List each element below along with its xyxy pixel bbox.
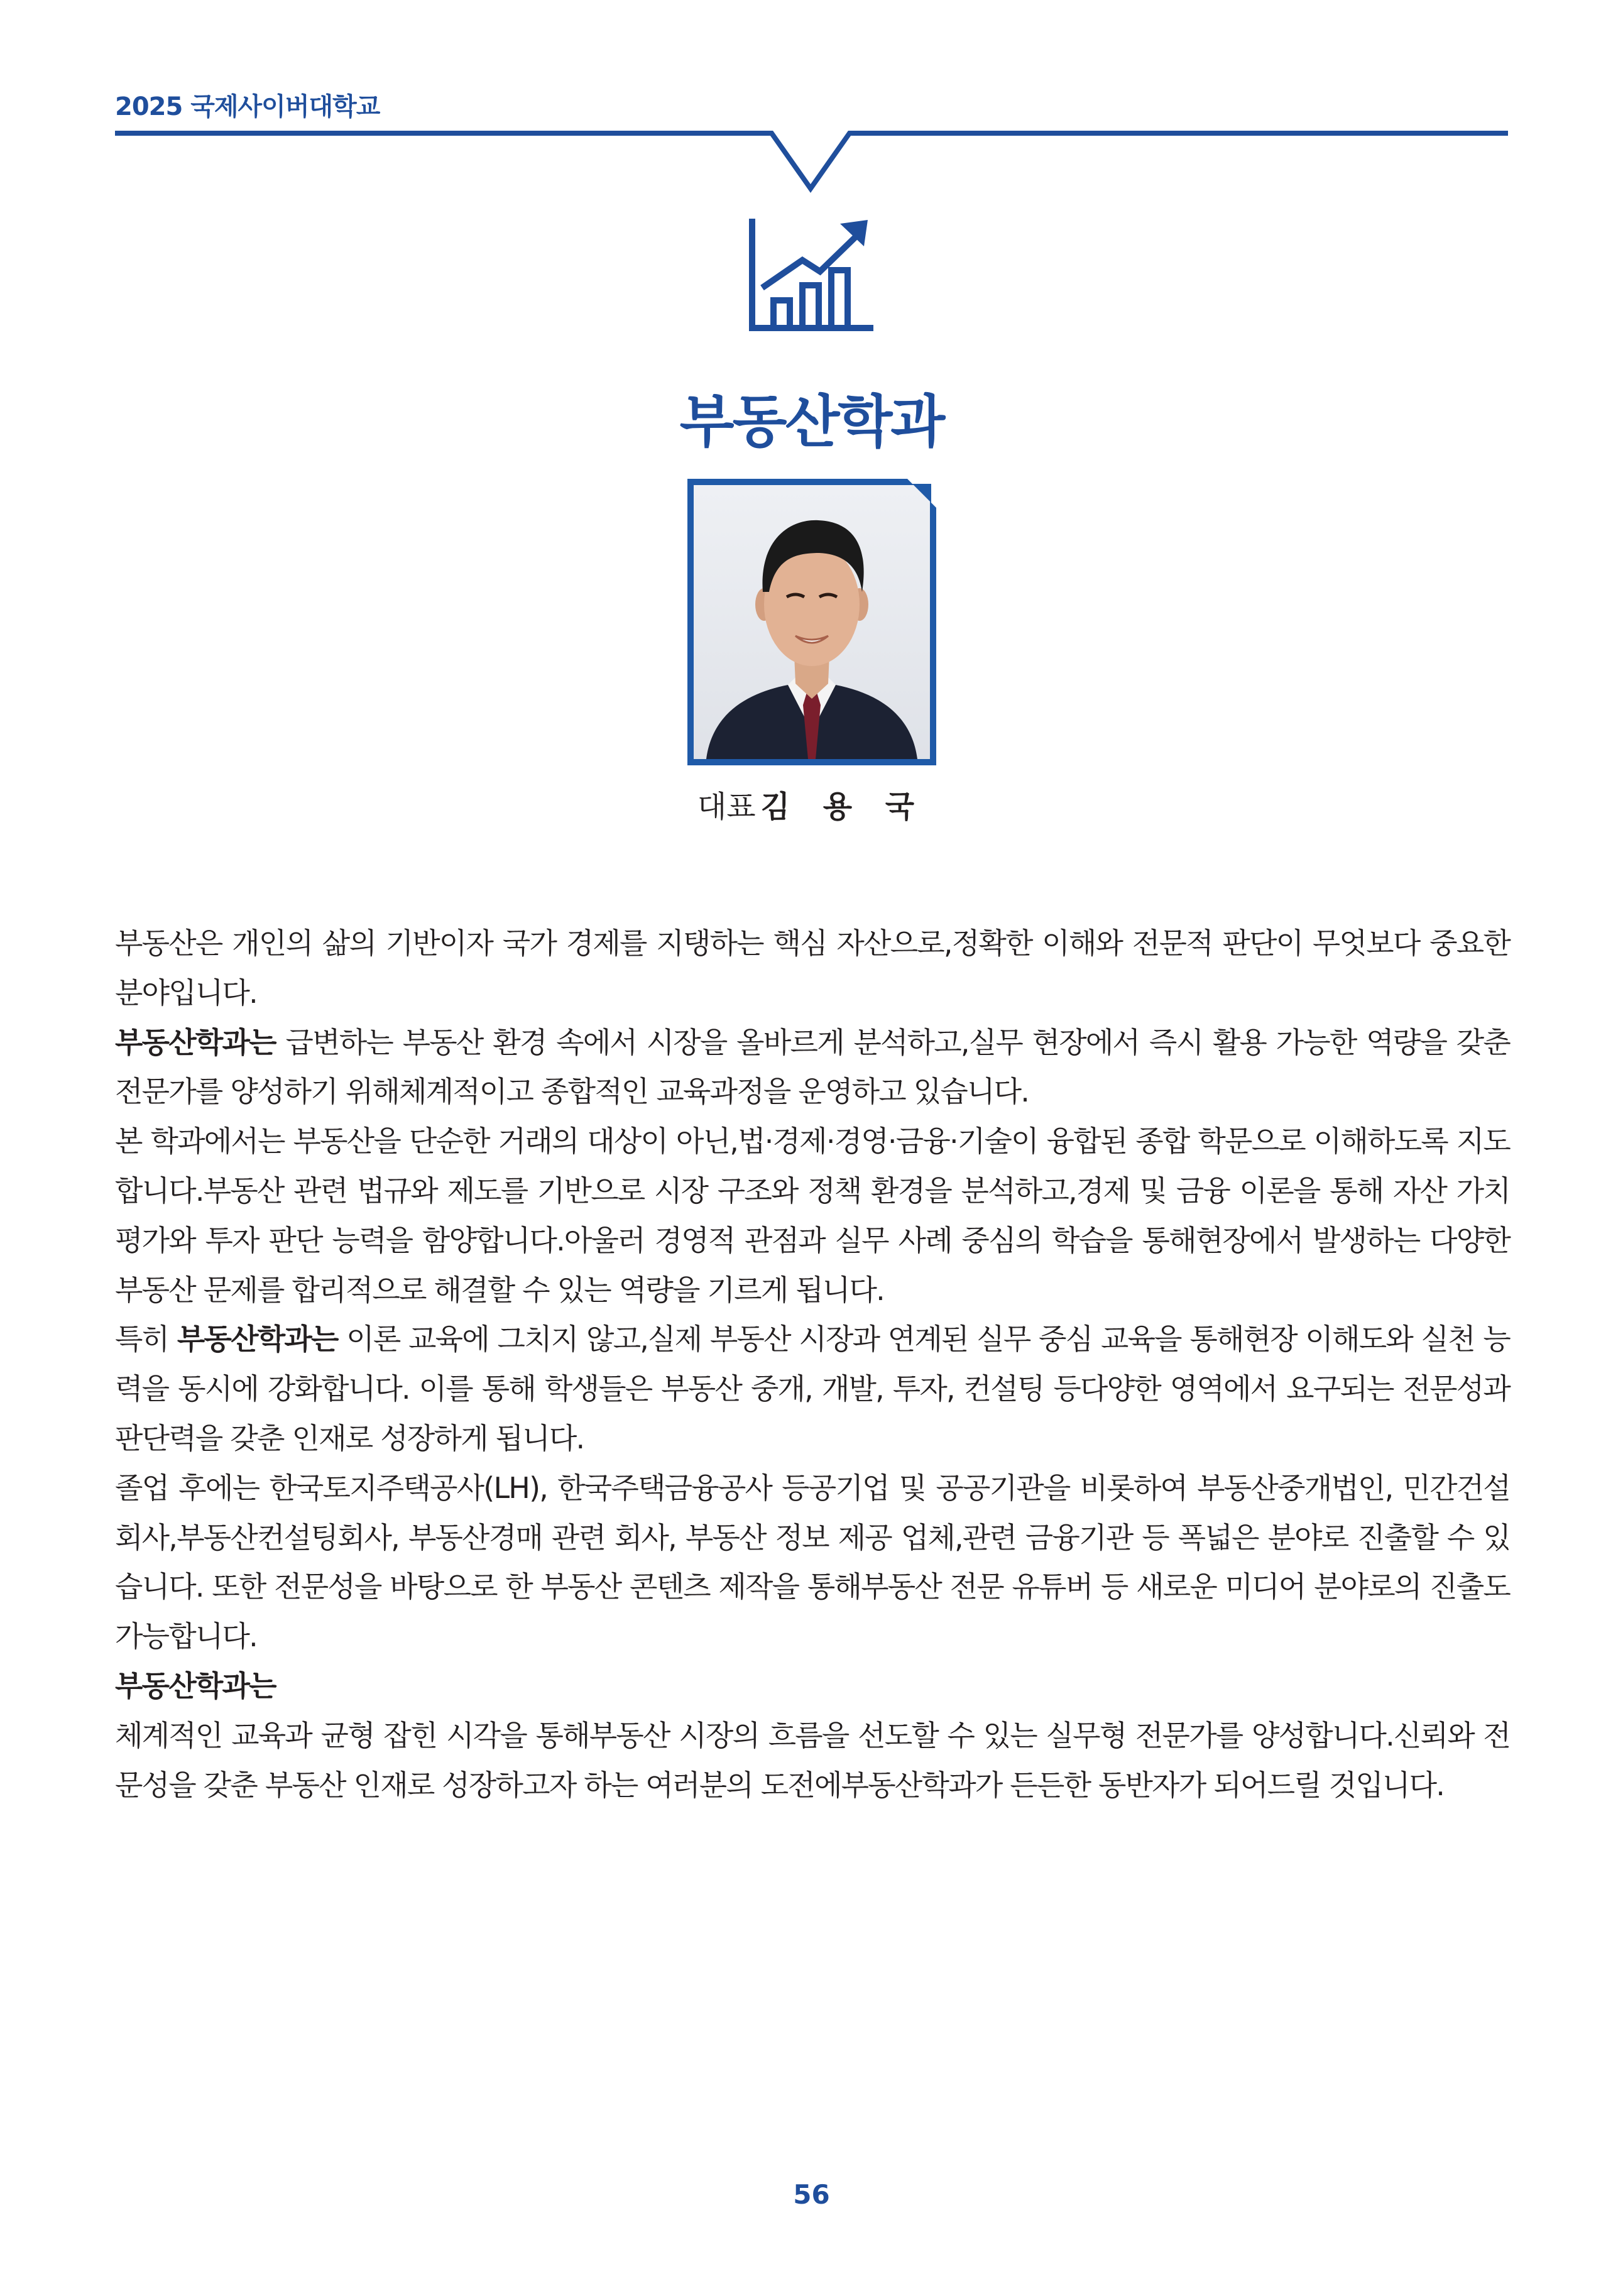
paragraph-closing-heading [115,1661,1510,1711]
paragraph-curriculum: 본 학과에서는 부동산을 단순한 거래의 대상이 아닌,법·경제·경영·금융·기술이 융합된 종합 학문으로 이해하도록 지도합니다.부동산 관련 법규와 제도를 기반으로 시장 구조와 정책 환경을 분석하고,경제 및 금융 이론을 통해 자산 가치 평가와 투자 판단 능력을 함양합니다.아울러 경영적 관점과 실무 사례 중심의 학습을 통해현장에서 발생하는 다양한 부동산 문제를 합리적으로 해결할 수 있는 역량을 기르게 됩니다. [115,1124,1510,1307]
paragraph-purpose-bold: 부동산학과는 [115,1025,276,1059]
portrait-frame [687,479,936,765]
paragraph-practice [115,1315,1510,1463]
body-text [115,919,1510,1810]
header-divider [0,0,1623,201]
growth-chart-icon [745,214,877,333]
page-number: 56 [793,2179,830,2210]
paragraph-purpose-text: 급변하는 부동산 환경 속에서 시장을 올바르게 분석하고,실무 현장에서 즉시 활용 가능한 역량을 갖춘 전문가를 양성하기 위해체계적이고 종합적인 교육과정을 운영하고 있습니다. [115,1025,1510,1109]
department-title: 부동산학과 [679,389,944,455]
paragraph-practice-text: 이론 교육에 그치지 않고,실제 부동산 시장과 연계된 실무 중심 교육을 통해현장 이해도와 실천 능력을 동시에 강화합니다. 이를 통해 학생들은 부동산 중개, 개발, 투자, 컨설팅 등다양한 영역에서 요구되는 전문성과 판단력을 갖춘 인재로 성장하게 됩니다. [115,1322,1510,1455]
paragraph-practice-bold: 부동산학과는 [177,1322,338,1357]
header-title: 2025 국제사이버대학교 [115,92,380,121]
paragraph-closing: 체계적인 교육과 균형 잡힌 시각을 통해부동산 시장의 흐름을 선도할 수 있는 실무형 전문가를 양성합니다.신뢰와 전문성을 갖춘 부동산 인재로 성장하고자 하는 여러분의 도전에부동산학과가 든든한 동반자가 되어드릴 것입니다. [115,1718,1510,1802]
paragraph-career: 졸업 후에는 한국토지주택공사(LH), 한국주택금융공사 등공기업 및 공공기관을 비롯하여 부동산중개법인, 민간건설회사,부동산컨설팅회사, 부동산경매 관련 회사, 부동산 정보 제공 업체,관련 금융기관 등 폭넓은 분야로 진출할 수 있습니다. 또한 전문성을 바탕으로 한 부동산 콘텐츠 제작을 통해부동산 전문 유튜버 등 새로운 미디어 분야로의 진출도 가능합니다. [115,1470,1510,1654]
portrait-photo [694,485,930,759]
paragraph-closing-bold: 부동산학과는 [115,1668,276,1703]
representative-name: 김 용 국 [760,789,926,824]
representative-line [0,782,1623,826]
representative-label: 대표 [697,789,756,824]
paragraph-intro: 부동산은 개인의 삶의 기반이자 국가 경제를 지탱하는 핵심 자산으로,정확한 이해와 전문적 판단이 무엇보다 중요한 분야입니다. [115,926,1510,1010]
paragraph-practice-prefix: 특히 [115,1322,177,1357]
paragraph-purpose [115,1018,1510,1117]
